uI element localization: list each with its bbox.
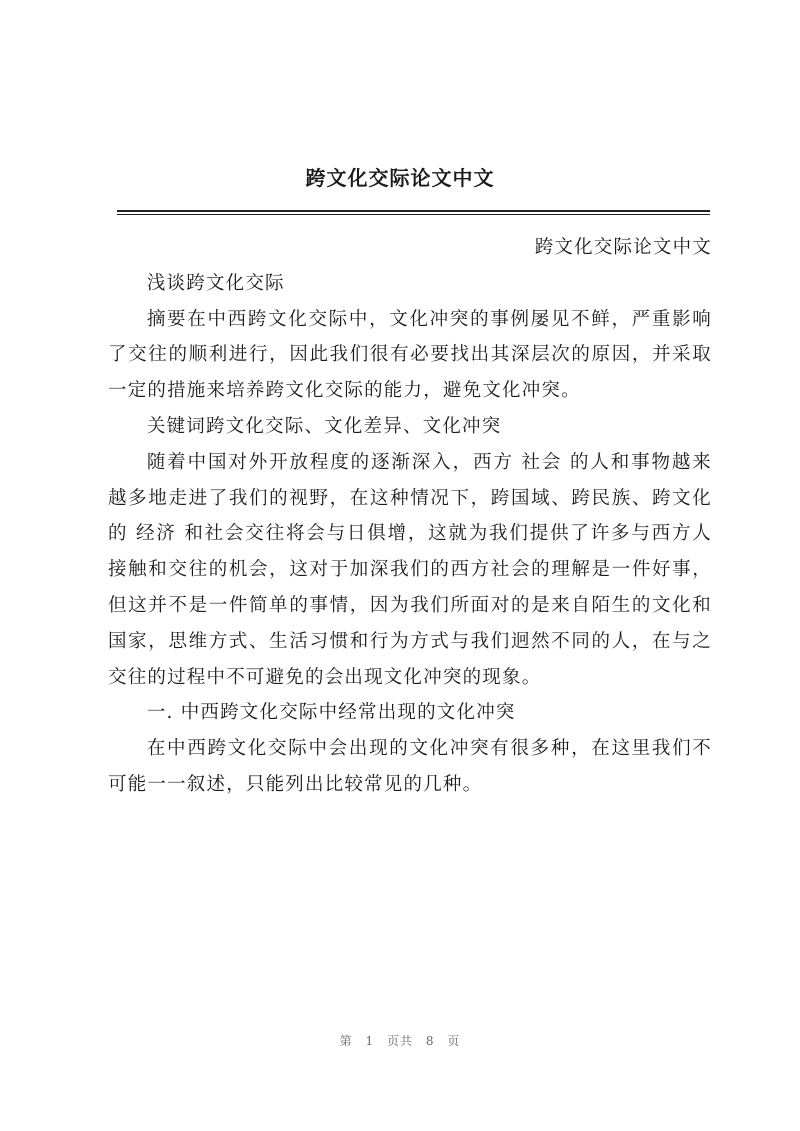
footer-total-pages: 8 bbox=[425, 1034, 435, 1048]
header-rule-thin bbox=[117, 214, 710, 215]
footer-label-ye-gong: 页共 bbox=[386, 1034, 413, 1048]
body-paragraph-1: 随着中国对外开放程度的逐渐深入，西方 社会 的人和事物越来越多地走进了我们的视野，在这种情况下，跨国域、跨民族、跨文化的 经济 和社会交往将会与日俱增，这就为我们提供了许多与西方人接触和交往的机会，这对于加深我们的西方社会的理解是一件好事，但这并不是一件简单的事情，因为我们所面对的是来自陌生的文化和国家，思维方式、生活习惯和行为方式与我们迥然不同的人，在与之交往的过程中不可避免的会出现文化冲突的现象。 bbox=[108, 451, 712, 688]
abstract-paragraph: 摘要在中西跨文化交际中，文化冲突的事例屡见不鲜，严重影响 了交往的顺利进行，因此我们很有必要找出其深层次的原因，并采取一定的措施来培养跨文化交际的能力，避免文化冲突。 bbox=[108, 308, 712, 402]
footer-current-page: 1 bbox=[365, 1034, 375, 1048]
footer-label-di: 第 bbox=[339, 1034, 353, 1048]
document-body bbox=[108, 230, 712, 803]
document-subtitle: 浅谈跨文化交际 bbox=[146, 272, 285, 294]
page-footer bbox=[0, 1032, 800, 1049]
page-header-title: 跨文化交际论文中文 bbox=[305, 166, 495, 190]
body-paragraph-2: 在中西跨文化交际中会出现的文化冲突有很多种，在这里我们不可能一一叙述，只能列出比较常见的几种。 bbox=[108, 738, 712, 795]
footer-label-ye: 页 bbox=[447, 1034, 461, 1048]
header-rule-thick bbox=[117, 210, 710, 212]
document-title: 跨文化交际论文中文 bbox=[534, 237, 712, 258]
section-heading-1: 一. 中西跨文化交际中经常出现的文化冲突 bbox=[146, 702, 516, 724]
keywords-paragraph: 关键词跨文化交际、文化差异、文化冲突 bbox=[146, 415, 502, 437]
